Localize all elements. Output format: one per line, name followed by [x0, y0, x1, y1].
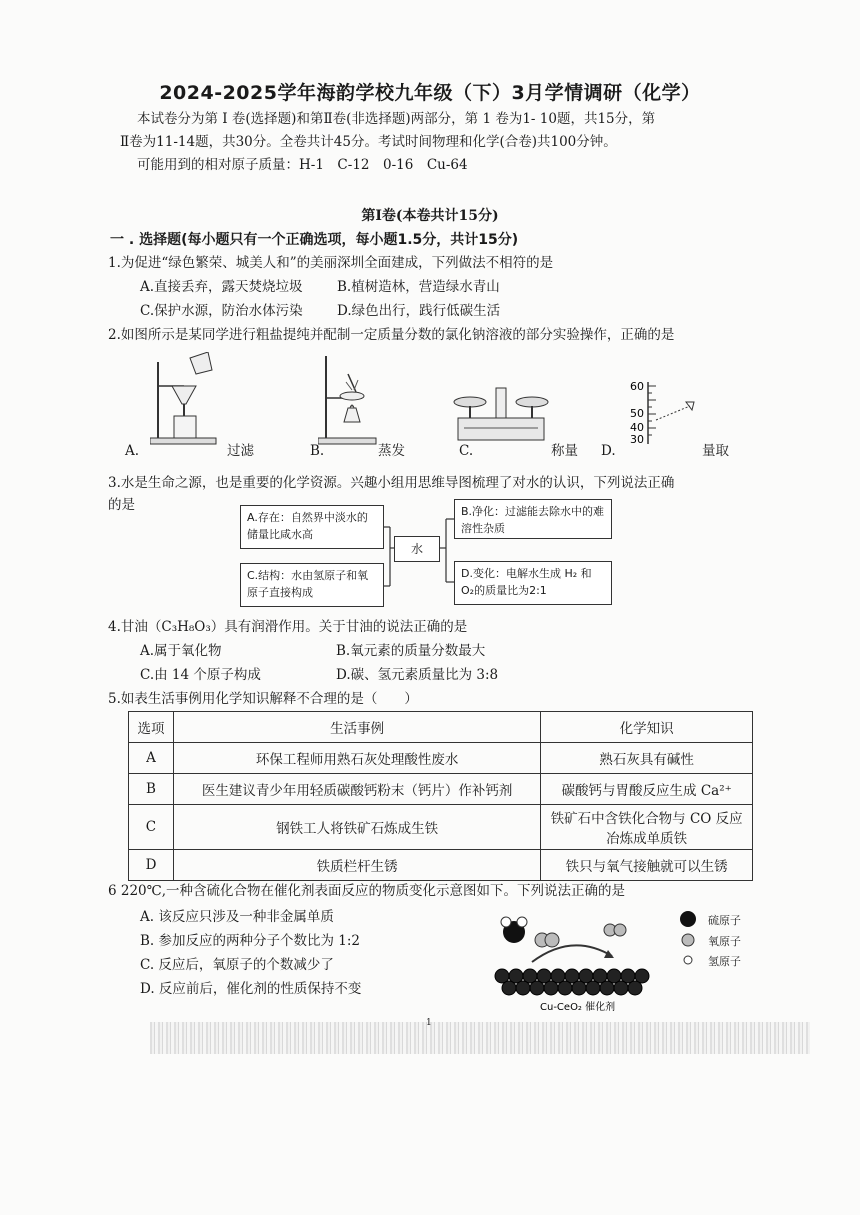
row-a-knowledge: 熟石灰具有碱性: [541, 743, 753, 774]
q6-option-a: A. 该反应只涉及一种非金属单质: [140, 909, 334, 925]
row-d-example: 铁质栏杆生锈: [173, 850, 540, 881]
cylinder-mark-50: 50: [630, 407, 644, 420]
row-c-example: 钢铁工人将铁矿石炼成生铁: [173, 805, 540, 850]
q2-option-c-label: 称量: [551, 443, 578, 459]
intro-line-1: 本试卷分为第 Ⅰ 卷(选择题)和第Ⅱ卷(非选择题)两部分，第 1 卷为1- 10题，共15分，第: [137, 111, 656, 127]
header-life-example: 生活事例: [173, 712, 540, 743]
q3-stem-line-1: 3.水是生命之源，也是重要的化学资源。兴趣小组用思维导图梳理了对水的认识，下列说法正确: [108, 475, 675, 491]
graduated-cylinder: [620, 380, 710, 446]
legend-hydrogen: 氢原子: [708, 955, 741, 968]
q6-stem: 6 220℃,一种含硫化合物在催化剂表面反应的物质变化示意图如下。下列说法正确的是: [108, 883, 626, 899]
q5-stem: 5.如表生活事例用化学知识解释不合理的是（ ）: [108, 691, 418, 707]
cylinder-mark-60: 60: [630, 380, 644, 393]
q1-option-c: C.保护水源，防治水体污染: [140, 303, 303, 319]
q2-option-d-label: 量取: [702, 443, 729, 459]
mind-map-node-d: D.变化：电解水生成 H₂ 和 O₂的质量比为2:1: [454, 561, 612, 605]
q2-option-b-label: 蒸发: [378, 443, 405, 459]
filtration-apparatus: [150, 352, 220, 448]
catalyst-label: Cu-CeO₂ 催化剂: [540, 1002, 616, 1013]
q4-option-a: A.属于氧化物: [140, 643, 222, 659]
q4-option-d: D.碳、氢元素质量比为 3:8: [336, 667, 499, 683]
part1-heading: 一 . 选择题(每小题只有一个正确选项，每小题1.5分，共计15分): [110, 232, 519, 248]
q1-option-a: A.直接丢弃，露天焚烧垃圾: [140, 279, 303, 295]
legend-icons: [676, 910, 700, 974]
q2-option-d-letter: D.: [601, 443, 616, 459]
row-a-example: 环保工程师用熟石灰处理酸性废水: [173, 743, 540, 774]
q2-option-a-letter: A.: [125, 443, 140, 459]
mind-map-node-b: B.净化：过滤能去除水中的难溶性杂质: [454, 499, 612, 539]
intro-line-2: Ⅱ卷为11-14题，共30分。全卷共计45分。考试时间物理和化学(合卷)共100分钟。: [120, 134, 617, 150]
q4-option-c: C.由 14 个原子构成: [140, 667, 261, 683]
row-c-option: C: [129, 805, 174, 850]
mind-map-center: 水: [394, 536, 440, 562]
header-chem-knowledge: 化学知识: [541, 712, 753, 743]
page-title: 2024-2025学年海韵学校九年级（下）3月学情调研（化学）: [159, 82, 701, 104]
table-header-row: [129, 712, 753, 743]
cylinder-mark-30: 30: [630, 433, 644, 446]
q6-option-d: D. 反应前后，催化剂的性质保持不变: [140, 981, 362, 997]
sulfur-atom-icon: [680, 911, 696, 927]
q3-stem-line-2: 的是: [108, 497, 135, 513]
oxygen-atom-icon: [682, 934, 694, 946]
row-b-example: 医生建议青少年用轻质碳酸钙粉末（钙片）作补钙剂: [173, 774, 540, 805]
evaporation-apparatus: [318, 352, 378, 448]
mind-map-node-a: A.存在：自然界中淡水的储量比咸水高: [240, 505, 384, 549]
q4-option-b: B.氧元素的质量分数最大: [336, 643, 486, 659]
intro-line-3: 可能用到的相对原子质量：H-1 C-12 0-16 Cu-64: [137, 157, 468, 173]
balance-apparatus: [452, 384, 550, 448]
table-row: [129, 805, 753, 850]
mind-map-node-c: C.结构：水由氢原子和氧原子直接构成: [240, 563, 384, 607]
table-row: [129, 850, 753, 881]
header-option: 选项: [129, 712, 174, 743]
q6-option-b: B. 参加反应的两种分子个数比为 1:2: [140, 933, 361, 949]
q2-option-b-letter: B.: [310, 443, 325, 459]
table-row: [129, 774, 753, 805]
catalyst-reaction-diagram: [492, 912, 662, 1022]
q1-stem: 1.为促进“绿色繁荣、城美人和”的美丽深圳全面建成，下列做法不相符的是: [108, 255, 554, 271]
table-row: [129, 743, 753, 774]
q2-stem: 2.如图所示是某同学进行粗盐提纯并配制一定质量分数的氯化钠溶液的部分实验操作，正确的是: [108, 327, 675, 343]
row-d-option: D: [129, 850, 174, 881]
hydrogen-atom-icon: [684, 956, 692, 964]
legend-oxygen: 氧原子: [708, 935, 741, 948]
cylinder-mark-40: 40: [630, 421, 644, 434]
row-b-knowledge: 碳酸钙与胃酸反应生成 Ca²⁺: [541, 774, 753, 805]
q2-option-c-letter: C.: [459, 443, 474, 459]
q1-option-d: D.绿色出行，践行低碳生活: [337, 303, 501, 319]
row-a-option: A: [129, 743, 174, 774]
scan-noise-band: [150, 1022, 810, 1054]
row-d-knowledge: 铁只与氧气接触就可以生锈: [541, 850, 753, 881]
q6-option-c: C. 反应后，氧原子的个数减少了: [140, 957, 334, 973]
page-number: 1: [426, 1018, 432, 1028]
row-c-knowledge: 铁矿石中含铁化合物与 CO 反应冶炼成单质铁: [541, 805, 753, 850]
q1-option-b: B.植树造林，营造绿水青山: [337, 279, 500, 295]
q2-option-a-label: 过滤: [227, 443, 254, 459]
row-b-option: B: [129, 774, 174, 805]
legend-sulfur: 硫原子: [708, 914, 741, 927]
q5-table: [128, 711, 753, 881]
section-title: 第Ⅰ卷(本卷共计15分): [361, 208, 499, 224]
q4-stem: 4.甘油（C₃H₈O₃）具有润滑作用。关于甘油的说法正确的是: [108, 619, 468, 635]
